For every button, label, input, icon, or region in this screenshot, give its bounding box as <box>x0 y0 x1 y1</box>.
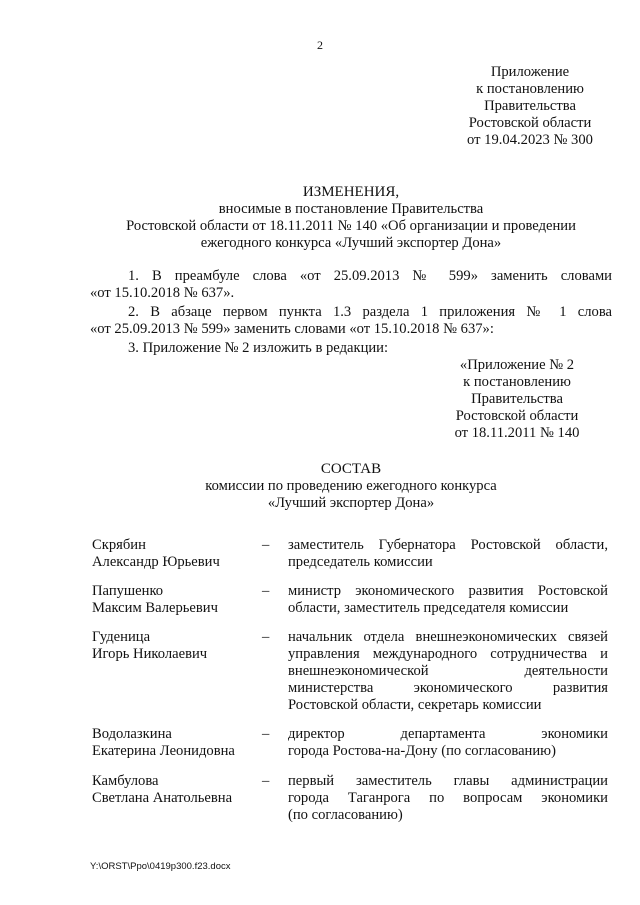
member-surname: Гуденица <box>92 629 151 645</box>
role-line: директор департамента экономики <box>288 726 608 742</box>
paragraph-line: 3. Приложение № 2 изложить в редакции: <box>128 340 389 356</box>
appendix-2-line: к постановлению <box>463 374 571 390</box>
member-given-name: Светлана Анатольевна <box>92 790 233 806</box>
member-name <box>92 773 262 807</box>
role-line: управления международного сотрудничества и <box>288 646 608 662</box>
document-title <box>90 184 612 252</box>
appendix-header-line: Правительства <box>484 98 576 114</box>
composition-line: «Лучший экспортер Дона» <box>267 495 435 511</box>
dash: – <box>262 583 270 599</box>
composition-line: комиссии по проведению ежегодного конкурса <box>205 478 497 494</box>
member-given-name: Максим Валерьевич <box>92 600 218 616</box>
role-line: министр экономического развития Ростовской <box>288 583 608 599</box>
member-given-name: Игорь Николаевич <box>92 646 208 662</box>
role-line: заместитель Губернатора Ростовской области, <box>288 537 608 553</box>
member-surname: Водолазкина <box>92 726 172 742</box>
paragraph-line: 2. В абзаце первом пункта 1.3 раздела 1 приложения № 1 слова <box>128 304 612 320</box>
role-line: города Ростова-на-Дону (по согласованию) <box>288 743 556 759</box>
role-line: (по согласованию) <box>288 807 403 823</box>
role-line: города Таганрога по вопросам экономики <box>288 790 608 806</box>
paragraph-3 <box>90 340 612 357</box>
composition-title <box>90 461 612 512</box>
dash: – <box>262 773 270 789</box>
appendix-2-line: «Приложение № 2 <box>459 357 575 373</box>
role-line: министерства экономического развития <box>288 680 608 696</box>
member-given-name: Александр Юрьевич <box>92 554 220 570</box>
paragraph-line: «от 25.09.2013 № 599» заменить словами «от 15.10.2018 № 637»: <box>90 321 494 337</box>
dash: – <box>262 726 270 742</box>
paragraph-line: «от 15.10.2018 № 637». <box>90 285 235 301</box>
member-surname: Папушенко <box>92 583 164 599</box>
member-role <box>288 583 608 617</box>
role-line: первый заместитель главы администрации <box>288 773 608 789</box>
appendix-header-line: Приложение <box>490 64 570 80</box>
dash: – <box>262 537 270 553</box>
file-path-footer: Y:\ORST\Ppo\0419p300.f23.docx <box>90 861 231 872</box>
role-line: внешнеэкономической деятельности <box>288 663 608 679</box>
title-heading: ИЗМЕНЕНИЯ, <box>302 184 400 200</box>
member-role <box>288 773 608 824</box>
appendix-2-line: Ростовской области <box>455 408 579 424</box>
appendix-header-line: от 19.04.2023 № 300 <box>467 132 593 148</box>
page-number: 2 <box>317 38 323 52</box>
role-line: начальник отдела внешнеэкономических связей <box>288 629 608 645</box>
member-name <box>92 629 262 663</box>
role-line: области, заместитель председателя комиссии <box>288 600 569 616</box>
role-line: председатель комиссии <box>288 554 433 570</box>
member-role <box>288 629 608 714</box>
member-given-name: Екатерина Леонидовна <box>92 743 235 759</box>
appendix-header-line: Ростовской области <box>468 115 592 131</box>
title-line: вносимые в постановление Правительства <box>218 201 484 217</box>
member-name <box>92 583 262 617</box>
paragraph-2 <box>90 304 612 338</box>
appendix-header-line: к постановлению <box>476 81 584 97</box>
title-line: ежегодного конкурса «Лучший экспортер Дона» <box>200 235 502 251</box>
member-surname: Камбулова <box>92 773 159 789</box>
paragraph-line: 1. В преамбуле слова «от 25.09.2013 № 599» заменить словами <box>128 268 612 284</box>
dash: – <box>262 629 270 645</box>
member-name <box>92 537 262 571</box>
appendix-2-header <box>437 357 597 442</box>
role-line: Ростовской области, секретарь комиссии <box>288 697 542 713</box>
appendix-2-line: Правительства <box>471 391 563 407</box>
appendix-header <box>450 64 610 149</box>
appendix-2-line: от 18.11.2011 № 140 <box>454 425 580 441</box>
title-line: Ростовской области от 18.11.2011 № 140 «Об организации и проведении <box>126 218 576 234</box>
member-role <box>288 726 608 760</box>
member-surname: Скрябин <box>92 537 146 553</box>
paragraph-1 <box>90 268 612 302</box>
composition-heading: СОСТАВ <box>320 461 382 477</box>
member-name <box>92 726 262 760</box>
member-role <box>288 537 608 571</box>
